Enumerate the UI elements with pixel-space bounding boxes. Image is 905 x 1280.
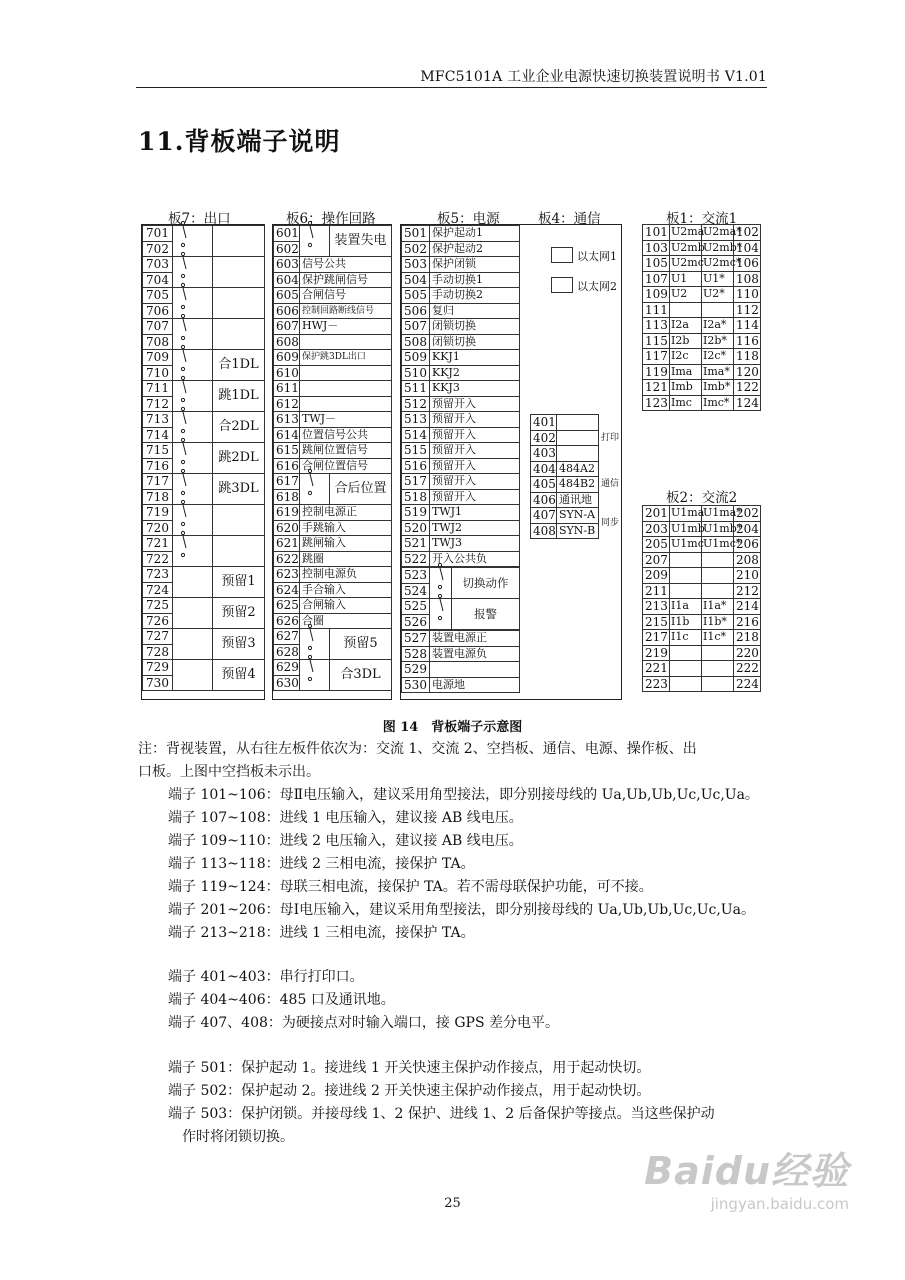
terminal-label: 通讯地 bbox=[557, 492, 599, 508]
terminal-row: 123 Imc Imc* 124 bbox=[643, 395, 761, 411]
header-rule bbox=[136, 87, 767, 88]
ethernet-port-1[interactable] bbox=[551, 247, 573, 263]
note-line: 端子 502：保护起动 2。接进线 2 开关快速主保护动作接点，用于起动快切。 bbox=[168, 1083, 651, 1099]
terminal-label: 装置电源负 bbox=[430, 646, 520, 662]
terminal-row: 512 预留开入 bbox=[402, 396, 520, 412]
device-power-loss: 装置失电 bbox=[330, 226, 392, 257]
terminal-label: 复归 bbox=[430, 303, 520, 319]
contact-icon bbox=[176, 218, 190, 250]
watermark-url: jingyan.baidu.com bbox=[710, 1195, 849, 1213]
contact-icon bbox=[176, 280, 190, 312]
close-3dl: 合3DL bbox=[330, 660, 392, 691]
terminal-row: 708 bbox=[143, 334, 265, 350]
terminal-label: 合闸信号 bbox=[300, 288, 392, 304]
terminal-row: 615 跳闸位置信号 bbox=[274, 443, 392, 459]
terminal-row: 706 bbox=[143, 303, 265, 319]
contact-icon bbox=[433, 591, 447, 623]
terminal-label: 合闸位置信号 bbox=[300, 458, 392, 474]
board6-table: 601 装置失电 602 603 信号公共 604 保护跳闸信号 605 合闸信号 606 控制回路断线信号 607 HWJ－ 608 609 保护跳3DL出口 610 611 612 613 TWJ－ 614 位置信号公共 615 跳闸位置信号 616 合闸位置信号 617 合后位置 618 619 控制电源正 620 手跳输入 621 跳闸输入 622 跳圈 623 控制电源负 624 手合输入 625 合闸输入 626 合圈 627 预留5 628 629 合3DL 630 bbox=[273, 225, 392, 691]
watermark bbox=[644, 1140, 849, 1213]
terminal-row: 119 Ima Ima* 120 bbox=[643, 364, 761, 380]
terminal-row: 509 KKJ1 bbox=[402, 350, 520, 366]
terminal-label: 合1DL bbox=[213, 350, 265, 381]
terminal-label: SYN-A bbox=[557, 508, 599, 524]
terminal-label bbox=[213, 505, 265, 536]
terminal-row: 728 bbox=[143, 644, 265, 660]
terminal-row: 207 208 bbox=[643, 552, 761, 568]
terminal-label: 跳2DL bbox=[213, 443, 265, 474]
reserve5: 预留5 bbox=[330, 629, 392, 660]
board6 bbox=[272, 224, 392, 700]
terminal-row: 713 合2DL bbox=[143, 412, 265, 428]
terminal-row: 730 bbox=[143, 675, 265, 691]
ethernet-1-label: 以太网1 bbox=[577, 250, 617, 263]
terminal-label bbox=[213, 319, 265, 350]
terminal-row: 404 484A2 通信 bbox=[531, 461, 617, 477]
terminal-row: 711 跳1DL bbox=[143, 381, 265, 397]
terminal-label: HWJ－ bbox=[300, 319, 392, 335]
terminal-label: 手合输入 bbox=[300, 582, 392, 598]
board5-table bbox=[401, 225, 520, 567]
terminal-row: 725 预留2 bbox=[143, 598, 265, 614]
terminal-row: 612 bbox=[274, 396, 392, 412]
note-line: 口板。上图中空挡板未示出。 bbox=[138, 764, 320, 780]
terminal-row: 722 bbox=[143, 551, 265, 567]
terminal-row: 101 U2ma U2ma* 102 bbox=[643, 225, 761, 241]
terminal-label: 预留3 bbox=[213, 629, 265, 660]
terminal-label: 预留开入 bbox=[430, 427, 520, 443]
terminal-label: 预留1 bbox=[213, 567, 265, 598]
switch-symbol bbox=[300, 226, 330, 257]
terminal-row: 719 bbox=[143, 505, 265, 521]
terminal-row: 517 预留开入 bbox=[402, 474, 520, 490]
alarm: 报警 bbox=[452, 599, 520, 630]
terminal-label: 开入公共负 bbox=[430, 551, 520, 567]
terminal-row: 530 电源地 bbox=[402, 677, 520, 693]
terminal-label: 484B2 bbox=[557, 477, 599, 493]
terminal-row: 727 预留3 bbox=[143, 629, 265, 645]
ethernet-2-label: 以太网2 bbox=[577, 280, 617, 293]
ethernet-port-2[interactable] bbox=[551, 277, 573, 293]
terminal-row: 211 212 bbox=[643, 583, 761, 599]
board2-title: 板2：交流2 bbox=[666, 490, 738, 506]
note-line: 端子 501：保护起动 1。接进线 1 开关快速主保护动作接点，用于起动快切。 bbox=[168, 1060, 651, 1076]
terminal-row: 103 U2mb U2mb* 104 bbox=[643, 240, 761, 256]
terminal-label: 手动切换2 bbox=[430, 288, 520, 304]
terminal-label: 跳闸输入 bbox=[300, 536, 392, 552]
terminal-label: 保护跳闸信号 bbox=[300, 272, 392, 288]
note-line: 作时将闭锁切换。 bbox=[182, 1129, 294, 1145]
terminal-label: 保护闭锁 bbox=[430, 257, 520, 273]
contact-icon bbox=[176, 249, 190, 281]
terminal-row: 105 U2mc U2mc* 106 bbox=[643, 256, 761, 272]
terminal-row: 609 保护跳3DL出口 bbox=[274, 350, 392, 366]
note-line: 端子 404~406：485 口及通讯地。 bbox=[168, 992, 395, 1008]
terminal-row: 527 装置电源正 bbox=[402, 631, 520, 647]
board2-table bbox=[642, 505, 761, 692]
terminal-row: 521 TWJ3 bbox=[402, 536, 520, 552]
group-label: 同步 bbox=[599, 508, 617, 539]
board7-table bbox=[142, 225, 265, 691]
terminal-row: 221 222 bbox=[643, 661, 761, 677]
terminal-row: 621 跳闸输入 bbox=[274, 536, 392, 552]
terminal-row: 720 bbox=[143, 520, 265, 536]
terminal-row: 403 bbox=[531, 446, 617, 462]
terminal-row: 716 bbox=[143, 458, 265, 474]
close-position: 合后位置 bbox=[330, 474, 392, 505]
terminal-row: 721 bbox=[143, 536, 265, 552]
figure-caption: 图 14 背板端子示意图 bbox=[382, 720, 523, 735]
contact-icon bbox=[176, 373, 190, 405]
terminal-row: 516 预留开入 bbox=[402, 458, 520, 474]
terminal-label: 手跳输入 bbox=[300, 520, 392, 536]
contact-icon bbox=[176, 528, 190, 560]
terminal-row: 406 通讯地 bbox=[531, 492, 617, 508]
switch-symbol bbox=[300, 474, 330, 505]
contact-icon bbox=[176, 497, 190, 529]
contact-icon bbox=[176, 342, 190, 374]
terminal-label: 合圈 bbox=[300, 613, 392, 629]
terminal-label: 电源地 bbox=[430, 677, 520, 693]
terminal-row: 709 合1DL bbox=[143, 350, 265, 366]
note-line: 端子 503：保护闭锁。并接母线 1、2 保护、进线 1、2 后备保护等接点。当这些保护动 bbox=[168, 1106, 715, 1122]
terminal-label bbox=[213, 288, 265, 319]
terminal-row: 707 bbox=[143, 319, 265, 335]
terminal-row: 201 U1ma U1ma* 202 bbox=[643, 506, 761, 522]
terminal-row: 513 预留开入 bbox=[402, 412, 520, 428]
contact-icon bbox=[176, 311, 190, 343]
terminal-label: 合闸输入 bbox=[300, 598, 392, 614]
terminal-row: 623 控制电源负 bbox=[274, 567, 392, 583]
terminal-label: 保护起动1 bbox=[430, 226, 520, 242]
terminal-label: 手动切换1 bbox=[430, 272, 520, 288]
terminal-label: 保护起动2 bbox=[430, 241, 520, 257]
board1-table bbox=[642, 224, 761, 411]
terminal-row: 107 U1 U1* 108 bbox=[643, 271, 761, 287]
terminal-row: 604 保护跳闸信号 bbox=[274, 272, 392, 288]
switch-symbol bbox=[300, 660, 330, 691]
terminal-row: 715 跳2DL bbox=[143, 443, 265, 459]
terminal-label: TWJ2 bbox=[430, 520, 520, 536]
terminal-row: 407 SYN-A 同步 bbox=[531, 508, 617, 524]
board4-table bbox=[530, 414, 620, 539]
note-line: 端子 107~108：进线 1 电压输入，建议接 AB 线电压。 bbox=[168, 810, 523, 826]
board1 bbox=[642, 224, 761, 411]
note-line: 端子 109~110：进线 2 电压输入，建议接 AB 线电压。 bbox=[168, 833, 523, 849]
terminal-row: 710 bbox=[143, 365, 265, 381]
terminal-row: 704 bbox=[143, 272, 265, 288]
contact-icon bbox=[303, 466, 317, 498]
contact-icon bbox=[176, 466, 190, 498]
terminal-row: 607 HWJ－ bbox=[274, 319, 392, 335]
terminal-row: 608 bbox=[274, 334, 392, 350]
terminal-label: 跳闸位置信号 bbox=[300, 443, 392, 459]
terminal-row: 723 预留1 bbox=[143, 567, 265, 583]
terminal-row: 401 打印 bbox=[531, 415, 617, 431]
terminal-row: 113 I2a I2a* 114 bbox=[643, 318, 761, 334]
terminal-label: SYN-B bbox=[557, 523, 599, 539]
terminal-row: 213 I1a I1a* 214 bbox=[643, 599, 761, 615]
note-line: 端子 213~218：进线 1 三相电流，接保护 TA。 bbox=[168, 925, 475, 941]
terminal-row: 503 保护闭锁 bbox=[402, 257, 520, 273]
terminal-label bbox=[300, 334, 392, 350]
terminal-label: 预留开入 bbox=[430, 443, 520, 459]
terminal-row: 109 U2 U2* 110 bbox=[643, 287, 761, 303]
terminal-row: 606 控制回路断线信号 bbox=[274, 303, 392, 319]
terminal-row: 729 预留4 bbox=[143, 660, 265, 676]
backplane-figure bbox=[0, 200, 905, 710]
terminal-label: 装置电源正 bbox=[430, 631, 520, 647]
terminal-row: 622 跳圈 bbox=[274, 551, 392, 567]
terminal-row: 215 I1b I1b* 216 bbox=[643, 614, 761, 630]
terminal-row: 511 KKJ3 bbox=[402, 381, 520, 397]
terminal-row: 702 bbox=[143, 241, 265, 257]
terminal-label bbox=[557, 446, 599, 462]
terminal-row: 528 装置电源负 bbox=[402, 646, 520, 662]
terminal-row: 718 bbox=[143, 489, 265, 505]
section-title: 11.背板端子说明 bbox=[138, 127, 341, 156]
terminal-label bbox=[557, 430, 599, 446]
contact-icon bbox=[303, 652, 317, 684]
terminal-row: 507 闭锁切换 bbox=[402, 319, 520, 335]
switch-action: 切换动作 bbox=[452, 568, 520, 599]
terminal-label bbox=[300, 365, 392, 381]
terminal-row: 619 控制电源正 bbox=[274, 505, 392, 521]
note-line: 注：背视装置，从右往左板件依次为：交流 1、交流 2、空挡板、通信、电源、操作板、出 bbox=[138, 741, 697, 757]
note-line: 端子 407、408：为硬接点对时输入端口，接 GPS 差分电平。 bbox=[168, 1015, 559, 1031]
note-line: 端子 113~118：进线 2 三相电流，接保护 TA。 bbox=[168, 856, 475, 872]
board6-title: 板6：操作回路 bbox=[286, 211, 376, 227]
note-line: 端子 201~206：母Ⅰ电压输入，建议采用角型接法，即分别接母线的 Ua,Ub,Ub,Uc,Uc,Ua。 bbox=[168, 902, 755, 918]
terminal-row: 405 484B2 bbox=[531, 477, 617, 493]
board1-title: 板1：交流1 bbox=[666, 211, 738, 227]
terminal-row: 203 U1mb U1mb* 204 bbox=[643, 521, 761, 537]
contact-icon bbox=[433, 560, 447, 592]
terminal-label: 预留开入 bbox=[430, 412, 520, 428]
page-header bbox=[0, 0, 905, 90]
board4-title: 板4：通信 bbox=[538, 211, 601, 227]
terminal-row: 209 210 bbox=[643, 568, 761, 584]
header-text: MFC5101A 工业企业电源快速切换装置说明书 V1.01 bbox=[420, 69, 767, 85]
terminal-label: 预留开入 bbox=[430, 396, 520, 412]
terminal-row: 514 预留开入 bbox=[402, 427, 520, 443]
terminal-row: 408 SYN-B bbox=[531, 523, 617, 539]
terminal-label: 位置信号公共 bbox=[300, 427, 392, 443]
terminal-row: 515 预留开入 bbox=[402, 443, 520, 459]
terminal-row: 504 手动切换1 bbox=[402, 272, 520, 288]
terminal-row: 505 手动切换2 bbox=[402, 288, 520, 304]
terminal-row: 611 bbox=[274, 381, 392, 397]
terminal-label: 跳圈 bbox=[300, 551, 392, 567]
note-line: 端子 401~403：串行打印口。 bbox=[168, 969, 364, 985]
contact-icon bbox=[176, 435, 190, 467]
terminal-row: 117 I2c I2c* 118 bbox=[643, 349, 761, 365]
terminal-row: 613 TWJ－ bbox=[274, 412, 392, 428]
terminal-row: 714 bbox=[143, 427, 265, 443]
terminal-row: 625 合闸输入 bbox=[274, 598, 392, 614]
terminal-label: 预留开入 bbox=[430, 489, 520, 505]
terminal-row: 605 合闸信号 bbox=[274, 288, 392, 304]
terminal-label: 信号公共 bbox=[300, 257, 392, 273]
terminal-row: 508 闭锁切换 bbox=[402, 334, 520, 350]
terminal-label: 控制电源负 bbox=[300, 567, 392, 583]
terminal-label bbox=[430, 662, 520, 678]
terminal-row: 111 112 bbox=[643, 302, 761, 318]
terminal-label bbox=[213, 226, 265, 257]
terminal-row: 705 bbox=[143, 288, 265, 304]
board2 bbox=[642, 505, 761, 692]
terminal-row: 205 U1mc U1mc* 206 bbox=[643, 537, 761, 553]
terminal-row: 712 bbox=[143, 396, 265, 412]
terminal-row: 522 开入公共负 bbox=[402, 551, 520, 567]
terminal-label: 预留4 bbox=[213, 660, 265, 691]
group-label: 打印 bbox=[599, 415, 617, 462]
terminal-row: 217 I1c I1c* 218 bbox=[643, 630, 761, 646]
terminal-row: 703 bbox=[143, 257, 265, 273]
terminal-label bbox=[557, 415, 599, 431]
note-line: 端子 119~124：母联三相电流，接保护 TA。若不需母联保护功能，可不接。 bbox=[168, 879, 653, 895]
terminal-row: 717 跳3DL bbox=[143, 474, 265, 490]
board5-4 bbox=[400, 224, 622, 700]
terminal-label: 控制电源正 bbox=[300, 505, 392, 521]
terminal-row: 529 bbox=[402, 662, 520, 678]
terminal-label: KKJ2 bbox=[430, 365, 520, 381]
terminal-row: 223 224 bbox=[643, 676, 761, 692]
terminal-row: 219 220 bbox=[643, 645, 761, 661]
terminal-label: TWJ1 bbox=[430, 505, 520, 521]
terminal-label: 跳3DL bbox=[213, 474, 265, 505]
note-line: 端子 101~106：母Ⅱ电压输入，建议采用角型接法，即分别接母线的 Ua,Ub,Ub,Uc,Uc,Ua。 bbox=[168, 787, 759, 803]
terminal-row: 519 TWJ1 bbox=[402, 505, 520, 521]
terminal-label bbox=[213, 536, 265, 567]
terminal-label: TWJ3 bbox=[430, 536, 520, 552]
contact-icon bbox=[176, 404, 190, 436]
terminal-row: 518 预留开入 bbox=[402, 489, 520, 505]
page-number: 25 bbox=[444, 1196, 461, 1211]
terminal-label: 预留开入 bbox=[430, 474, 520, 490]
terminal-label: KKJ3 bbox=[430, 381, 520, 397]
terminal-label: 484A2 bbox=[557, 461, 599, 477]
terminal-row: 501 保护起动1 bbox=[402, 226, 520, 242]
terminal-row: 626 合圈 bbox=[274, 613, 392, 629]
terminal-label: 闭锁切换 bbox=[430, 334, 520, 350]
terminal-row: 520 TWJ2 bbox=[402, 520, 520, 536]
terminal-row: 614 位置信号公共 bbox=[274, 427, 392, 443]
terminal-label: 保护跳3DL出口 bbox=[300, 350, 392, 366]
board5-title: 板5：电源 bbox=[437, 211, 500, 227]
terminal-label: 跳1DL bbox=[213, 381, 265, 412]
terminal-label: KKJ1 bbox=[430, 350, 520, 366]
terminal-row: 616 合闸位置信号 bbox=[274, 458, 392, 474]
terminal-row: 502 保护起动2 bbox=[402, 241, 520, 257]
terminal-label bbox=[213, 257, 265, 288]
group-label: 通信 bbox=[599, 461, 617, 508]
terminal-label: 闭锁切换 bbox=[430, 319, 520, 335]
terminal-row: 121 Imb Imb* 122 bbox=[643, 380, 761, 396]
board4-terminals bbox=[530, 414, 620, 539]
terminal-row: 620 手跳输入 bbox=[274, 520, 392, 536]
board7 bbox=[141, 224, 265, 700]
contact-icon bbox=[303, 218, 317, 250]
terminal-row: 603 信号公共 bbox=[274, 257, 392, 273]
contact-icon bbox=[303, 621, 317, 653]
terminal-row: 726 bbox=[143, 613, 265, 629]
terminal-row: 624 手合输入 bbox=[274, 582, 392, 598]
terminal-label: 控制回路断线信号 bbox=[300, 303, 392, 319]
board7-title: 板7：出口 bbox=[168, 211, 231, 227]
terminal-row: 701 bbox=[143, 226, 265, 242]
terminal-label: 合2DL bbox=[213, 412, 265, 443]
terminal-label: TWJ－ bbox=[300, 412, 392, 428]
terminal-row: 506 复归 bbox=[402, 303, 520, 319]
board5-switch-table: 523 切换动作 524 525 报警 526 bbox=[401, 567, 520, 630]
terminal-row: 510 KKJ2 bbox=[402, 365, 520, 381]
terminal-label bbox=[300, 381, 392, 397]
terminal-row: 115 I2b I2b* 116 bbox=[643, 333, 761, 349]
terminal-label bbox=[300, 396, 392, 412]
terminal-label: 预留开入 bbox=[430, 458, 520, 474]
terminal-row: 402 bbox=[531, 430, 617, 446]
terminal-label: 预留2 bbox=[213, 598, 265, 629]
board5-table-bottom bbox=[401, 630, 520, 693]
terminal-row: 610 bbox=[274, 365, 392, 381]
watermark-logo: Baidu经验 bbox=[644, 1149, 849, 1193]
terminal-row: 724 bbox=[143, 582, 265, 598]
